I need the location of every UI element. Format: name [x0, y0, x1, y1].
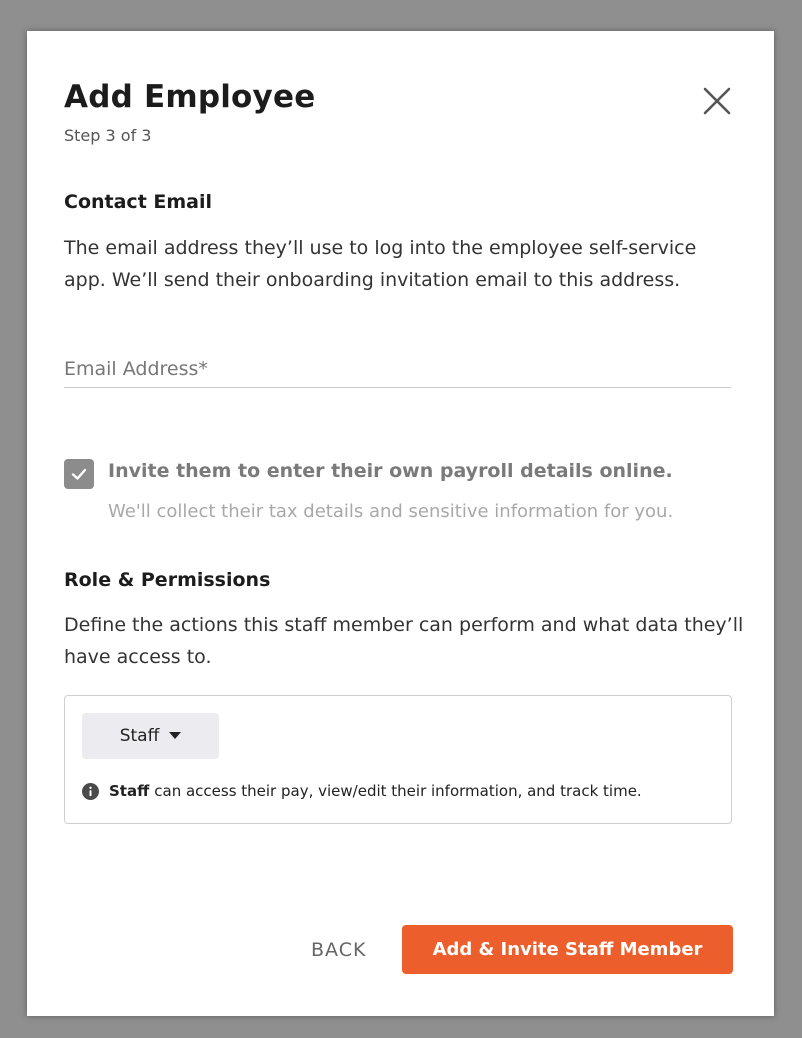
role-dropdown[interactable]: [82, 713, 219, 759]
add-invite-staff-button[interactable]: Add & Invite Staff Member: [402, 925, 733, 974]
invite-checkbox-label[interactable]: Invite them to enter their own payroll details online.: [108, 460, 673, 482]
invite-checkbox[interactable]: [64, 459, 94, 489]
back-button[interactable]: BACK: [311, 931, 366, 969]
add-employee-dialog: [27, 31, 774, 1016]
step-indicator: Step 3 of 3: [64, 126, 152, 145]
role-info-text: [82, 782, 642, 800]
role-dropdown-value: Staff: [119, 726, 160, 746]
caret-down-icon: [169, 732, 181, 740]
role-permissions-description: Define the actions this staff member can perform and what data they’ll have access to.: [64, 614, 744, 668]
info-icon: [82, 783, 99, 800]
contact-email-heading: Contact Email: [64, 191, 213, 213]
checkmark-icon: [70, 465, 88, 483]
email-address-field[interactable]: [64, 351, 731, 388]
role-panel: [64, 695, 732, 824]
role-info-role: Staff: [109, 782, 150, 800]
role-permissions-heading: Role & Permissions: [64, 569, 271, 591]
invite-checkbox-sublabel: We'll collect their tax details and sensitive information for you.: [108, 501, 674, 522]
dialog-title: Add Employee: [64, 79, 316, 115]
close-icon[interactable]: [702, 86, 732, 116]
role-info-description: can access their pay, view/edit their information, and track time.: [154, 782, 642, 800]
contact-email-description: The email address they’ll use to log into the employee self-service app. We’ll send their onboarding invitation email to this address.: [64, 237, 697, 291]
